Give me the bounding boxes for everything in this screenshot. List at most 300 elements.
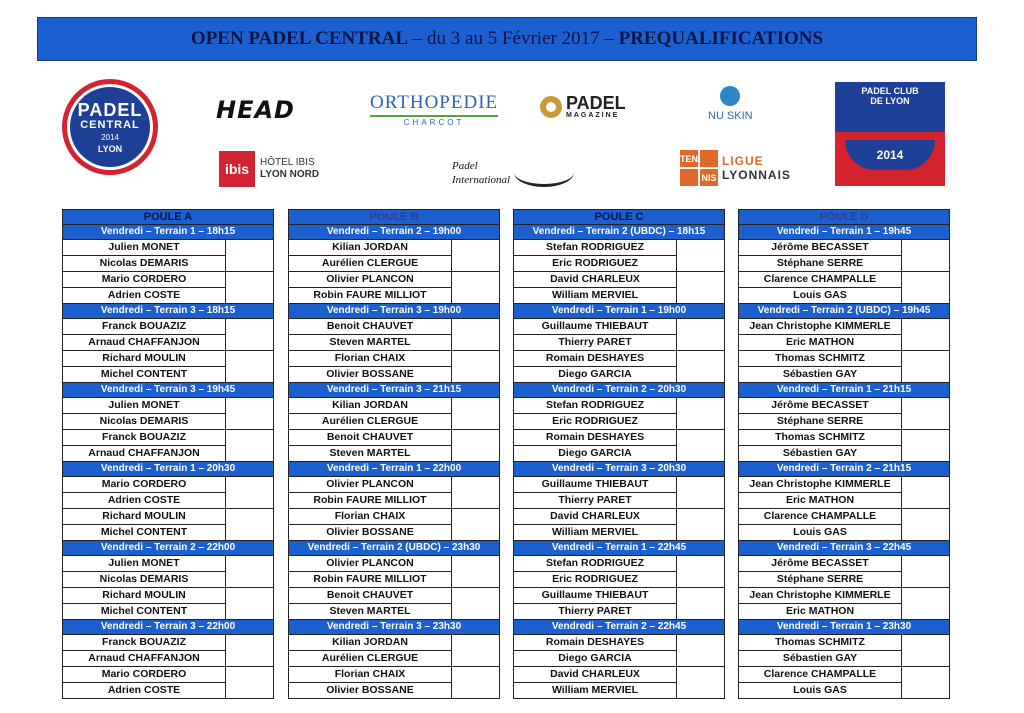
score-cell bbox=[902, 477, 949, 508]
session-header: Vendredi – Terrain 1 – 19h45 bbox=[739, 225, 949, 240]
score-cell bbox=[902, 319, 949, 350]
logo-text: LYON bbox=[97, 143, 123, 154]
player-name: Jérôme BECASSET bbox=[771, 557, 869, 569]
team-names bbox=[739, 635, 902, 666]
logo-text: Padel bbox=[452, 159, 478, 172]
team-row bbox=[514, 477, 724, 509]
session-header: Vendredi – Terrain 2 – 22h45 bbox=[514, 620, 724, 635]
team-names bbox=[739, 430, 902, 461]
team-names bbox=[739, 351, 902, 382]
player-name: Guillaume THIEBAUT bbox=[541, 589, 649, 601]
session-header: Vendredi – Terrain 2 (UBDC) – 23h30 bbox=[289, 541, 499, 556]
team-row bbox=[739, 272, 949, 304]
player-name: Adrien COSTE bbox=[63, 287, 225, 303]
orthopedie-logo bbox=[370, 92, 498, 127]
team-names bbox=[289, 509, 452, 540]
player-name: Michel CONTENT bbox=[63, 524, 225, 540]
team-names bbox=[63, 319, 226, 350]
team-row bbox=[63, 667, 273, 698]
player-name: Stéphane SERRE bbox=[739, 413, 901, 429]
player-name: Richard MOULIN bbox=[102, 589, 186, 601]
score-cell bbox=[226, 509, 273, 540]
score-cell bbox=[452, 588, 499, 619]
player-name: Thomas SCHMITZ bbox=[775, 431, 865, 443]
team-names bbox=[514, 351, 677, 382]
player-name: Julien MONET bbox=[108, 399, 180, 411]
team-names bbox=[289, 635, 452, 666]
player-name: Olivier PLANCON bbox=[326, 273, 414, 285]
player-name: Nicolas DEMARIS bbox=[63, 571, 225, 587]
team-names bbox=[63, 477, 226, 508]
score-cell bbox=[677, 556, 724, 587]
player-name: Olivier BOSSANE bbox=[289, 682, 451, 698]
ligue-tennis-logo bbox=[680, 150, 791, 186]
score-cell bbox=[677, 509, 724, 540]
player-name: Olivier BOSSANE bbox=[289, 366, 451, 382]
player-name: Eric MATHON bbox=[739, 492, 901, 508]
score-cell bbox=[226, 667, 273, 698]
player-name: Jérôme BECASSET bbox=[771, 241, 869, 253]
poule-table bbox=[288, 209, 500, 699]
team-names bbox=[514, 556, 677, 587]
session-header: Vendredi – Terrain 1 – 22h00 bbox=[289, 462, 499, 477]
team-row bbox=[739, 398, 949, 430]
team-row bbox=[739, 319, 949, 351]
player-name: Guillaume THIEBAUT bbox=[541, 320, 649, 332]
team-names bbox=[63, 398, 226, 429]
team-names bbox=[739, 319, 902, 350]
title-end: PREQUALIFICATIONS bbox=[618, 28, 824, 49]
ibis-icon: ibis bbox=[219, 151, 255, 187]
score-cell bbox=[452, 509, 499, 540]
score-cell bbox=[226, 319, 273, 350]
team-row bbox=[514, 556, 724, 588]
player-name: Jean Christophe KIMMERLE bbox=[749, 320, 891, 332]
player-name: Kilian JORDAN bbox=[332, 636, 408, 648]
team-names bbox=[514, 272, 677, 303]
padel-magazine-logo bbox=[540, 94, 626, 119]
team-names bbox=[289, 319, 452, 350]
team-names bbox=[289, 351, 452, 382]
team-names bbox=[63, 635, 226, 666]
team-row bbox=[289, 477, 499, 509]
logo-text: LYONNAIS bbox=[722, 168, 791, 182]
logo-bar bbox=[370, 115, 498, 117]
player-name: Franck BOUAZIZ bbox=[101, 320, 186, 332]
session-header: Vendredi – Terrain 2 – 21h15 bbox=[739, 462, 949, 477]
logo-text: CENTRAL bbox=[80, 118, 140, 131]
player-name: Thomas SCHMITZ bbox=[775, 636, 865, 648]
team-row bbox=[63, 556, 273, 588]
poule-table bbox=[513, 209, 725, 699]
nuskin-icon bbox=[720, 86, 740, 106]
player-name: Diego GARCIA bbox=[514, 650, 676, 666]
player-name: Florian CHAIX bbox=[334, 510, 406, 522]
player-name: Sébastien GAY bbox=[739, 445, 901, 461]
player-name: Kilian JORDAN bbox=[332, 241, 408, 253]
poule-header: POULE C bbox=[514, 210, 724, 225]
team-names bbox=[63, 509, 226, 540]
score-cell bbox=[677, 588, 724, 619]
team-row bbox=[739, 588, 949, 620]
team-row bbox=[289, 588, 499, 620]
team-row bbox=[739, 635, 949, 667]
team-row bbox=[63, 319, 273, 351]
team-names bbox=[514, 635, 677, 666]
score-cell bbox=[226, 477, 273, 508]
logo-text: LIGUE bbox=[722, 154, 764, 168]
team-row bbox=[739, 240, 949, 272]
score-cell bbox=[452, 667, 499, 698]
player-name: Sébastien GAY bbox=[739, 650, 901, 666]
team-row bbox=[739, 477, 949, 509]
session-header: Vendredi – Terrain 1 – 20h30 bbox=[63, 462, 273, 477]
player-name: Jean Christophe KIMMERLE bbox=[749, 478, 891, 490]
player-name: Eric MATHON bbox=[739, 603, 901, 619]
player-name: William MERVIEL bbox=[514, 524, 676, 540]
player-name: Jérôme BECASSET bbox=[771, 399, 869, 411]
team-row bbox=[63, 477, 273, 509]
score-cell bbox=[226, 556, 273, 587]
player-name: Florian CHAIX bbox=[334, 352, 406, 364]
player-name: Nicolas DEMARIS bbox=[63, 255, 225, 271]
player-name: Romain DESHAYES bbox=[545, 636, 645, 648]
player-name: Eric MATHON bbox=[739, 334, 901, 350]
team-names bbox=[289, 667, 452, 698]
score-cell bbox=[677, 240, 724, 271]
session-header: Vendredi – Terrain 1 – 21h15 bbox=[739, 383, 949, 398]
logo-text: 2014 bbox=[845, 140, 935, 170]
player-name: Richard MOULIN bbox=[102, 510, 186, 522]
logo-text: ORTHOPEDIE bbox=[370, 92, 499, 113]
score-cell bbox=[226, 635, 273, 666]
team-names bbox=[289, 556, 452, 587]
logo-text: PADEL bbox=[77, 99, 143, 120]
team-row bbox=[63, 351, 273, 383]
player-name: Louis GAS bbox=[739, 682, 901, 698]
ibis-logo bbox=[219, 151, 319, 187]
player-name: Julien MONET bbox=[108, 241, 180, 253]
player-name: Kilian JORDAN bbox=[332, 399, 408, 411]
team-names bbox=[514, 667, 677, 698]
session-header: Vendredi – Terrain 3 – 22h45 bbox=[739, 541, 949, 556]
logo-text bbox=[700, 150, 718, 167]
player-name: Olivier PLANCON bbox=[326, 557, 414, 569]
logo-text: International bbox=[452, 173, 511, 186]
team-row bbox=[63, 240, 273, 272]
team-names bbox=[739, 272, 902, 303]
player-name: Florian CHAIX bbox=[334, 668, 406, 680]
team-row bbox=[514, 319, 724, 351]
team-row bbox=[514, 240, 724, 272]
logo-text: NU SKIN bbox=[708, 110, 753, 122]
team-row bbox=[514, 588, 724, 620]
player-name: Clarence CHAMPALLE bbox=[763, 668, 877, 680]
logo-text: 2014 bbox=[101, 132, 119, 142]
poule-table bbox=[738, 209, 950, 699]
session-header: Vendredi – Terrain 1 – 18h15 bbox=[63, 225, 273, 240]
session-header: Vendredi – Terrain 2 (UBDC) – 18h15 bbox=[514, 225, 724, 240]
team-names bbox=[289, 477, 452, 508]
player-name: Franck BOUAZIZ bbox=[101, 431, 186, 443]
logo-text: HÔTEL IBIS bbox=[260, 157, 315, 168]
team-names bbox=[289, 588, 452, 619]
team-names bbox=[63, 667, 226, 698]
player-name: Thierry PARET bbox=[514, 603, 676, 619]
team-row bbox=[514, 430, 724, 462]
player-name: Eric RODRIGUEZ bbox=[514, 413, 676, 429]
team-names bbox=[739, 477, 902, 508]
score-cell bbox=[452, 635, 499, 666]
team-names bbox=[514, 430, 677, 461]
title-dates: – du 3 au 5 Février 2017 – bbox=[408, 28, 619, 49]
player-name: Eric RODRIGUEZ bbox=[514, 571, 676, 587]
player-name: William MERVIEL bbox=[514, 287, 676, 303]
score-cell bbox=[452, 556, 499, 587]
player-name: David CHARLEUX bbox=[550, 510, 640, 522]
session-header: Vendredi – Terrain 3 – 19h00 bbox=[289, 304, 499, 319]
team-row bbox=[63, 272, 273, 304]
player-name: Aurélien CLERGUE bbox=[289, 413, 451, 429]
logo-text: NIS bbox=[700, 169, 718, 186]
score-cell bbox=[902, 588, 949, 619]
player-name: Sébastien GAY bbox=[739, 366, 901, 382]
score-cell bbox=[902, 635, 949, 666]
poule-header: POULE B bbox=[289, 210, 499, 225]
team-names bbox=[739, 667, 902, 698]
score-cell bbox=[226, 240, 273, 271]
score-cell bbox=[902, 272, 949, 303]
logo-text: CHARCOT bbox=[403, 118, 465, 127]
team-row bbox=[289, 635, 499, 667]
team-row bbox=[63, 398, 273, 430]
score-cell bbox=[902, 351, 949, 382]
player-name: Julien MONET bbox=[108, 557, 180, 569]
team-names bbox=[63, 588, 226, 619]
team-row bbox=[289, 272, 499, 304]
team-row bbox=[63, 588, 273, 620]
score-cell bbox=[452, 430, 499, 461]
logo-text: MAGAZINE bbox=[566, 112, 620, 119]
player-name: Mario CORDERO bbox=[101, 273, 187, 285]
logo-text: DE LYON bbox=[870, 96, 910, 106]
player-name: Thierry PARET bbox=[514, 492, 676, 508]
team-row bbox=[289, 430, 499, 462]
player-name: Adrien COSTE bbox=[63, 492, 225, 508]
score-cell bbox=[452, 398, 499, 429]
player-name: David CHARLEUX bbox=[550, 273, 640, 285]
score-cell bbox=[677, 477, 724, 508]
player-name: Arnaud CHAFFANJON bbox=[63, 334, 225, 350]
team-row bbox=[289, 667, 499, 698]
logo-text: TEN bbox=[680, 150, 698, 167]
score-cell bbox=[226, 351, 273, 382]
player-name: Thierry PARET bbox=[514, 334, 676, 350]
player-name: Steven MARTEL bbox=[289, 603, 451, 619]
session-header: Vendredi – Terrain 2 – 20h30 bbox=[514, 383, 724, 398]
team-names bbox=[63, 556, 226, 587]
player-name: Clarence CHAMPALLE bbox=[763, 510, 877, 522]
player-name: Adrien COSTE bbox=[63, 682, 225, 698]
team-row bbox=[514, 272, 724, 304]
player-name: Diego GARCIA bbox=[514, 366, 676, 382]
session-header: Vendredi – Terrain 1 – 23h30 bbox=[739, 620, 949, 635]
player-name: Robin FAURE MILLIOT bbox=[289, 287, 451, 303]
team-names bbox=[63, 240, 226, 271]
title-banner bbox=[37, 17, 977, 61]
score-cell bbox=[902, 240, 949, 271]
player-name: Aurélien CLERGUE bbox=[289, 650, 451, 666]
session-header: Vendredi – Terrain 3 – 21h15 bbox=[289, 383, 499, 398]
player-name: Romain DESHAYES bbox=[545, 431, 645, 443]
nuskin-logo bbox=[708, 86, 753, 122]
session-header: Vendredi – Terrain 3 – 19h45 bbox=[63, 383, 273, 398]
score-cell bbox=[902, 667, 949, 698]
score-cell bbox=[677, 398, 724, 429]
team-row bbox=[514, 509, 724, 541]
poule-header: POULE D bbox=[739, 210, 949, 225]
session-header: Vendredi – Terrain 2 – 19h00 bbox=[289, 225, 499, 240]
score-cell bbox=[677, 272, 724, 303]
score-cell bbox=[452, 351, 499, 382]
team-names bbox=[739, 556, 902, 587]
team-names bbox=[63, 430, 226, 461]
score-cell bbox=[452, 272, 499, 303]
score-cell bbox=[226, 272, 273, 303]
score-cell bbox=[452, 319, 499, 350]
team-row bbox=[63, 635, 273, 667]
team-row bbox=[739, 667, 949, 698]
team-row bbox=[289, 240, 499, 272]
score-cell bbox=[226, 430, 273, 461]
score-cell bbox=[452, 477, 499, 508]
player-name: Stefan RODRIGUEZ bbox=[545, 557, 644, 569]
player-name: Diego GARCIA bbox=[514, 445, 676, 461]
score-cell bbox=[902, 509, 949, 540]
player-name: Arnaud CHAFFANJON bbox=[63, 445, 225, 461]
head-logo: HEAD bbox=[216, 96, 295, 124]
team-row bbox=[514, 351, 724, 383]
score-cell bbox=[902, 398, 949, 429]
team-row bbox=[514, 667, 724, 698]
team-row bbox=[514, 398, 724, 430]
player-name: Mario CORDERO bbox=[101, 668, 187, 680]
team-row bbox=[289, 398, 499, 430]
player-name: Mario CORDERO bbox=[101, 478, 187, 490]
logo-text: PADEL CLUB bbox=[861, 86, 919, 96]
player-name: Eric RODRIGUEZ bbox=[514, 255, 676, 271]
player-name: Olivier PLANCON bbox=[326, 478, 414, 490]
score-cell bbox=[677, 430, 724, 461]
score-cell bbox=[677, 667, 724, 698]
player-name: Thomas SCHMITZ bbox=[775, 352, 865, 364]
player-name: Olivier BOSSANE bbox=[289, 524, 451, 540]
team-names bbox=[739, 588, 902, 619]
score-cell bbox=[452, 240, 499, 271]
team-row bbox=[289, 319, 499, 351]
session-header: Vendredi – Terrain 3 – 18h15 bbox=[63, 304, 273, 319]
player-name: Louis GAS bbox=[739, 524, 901, 540]
padel-central-logo bbox=[62, 79, 158, 175]
player-name: David CHARLEUX bbox=[550, 668, 640, 680]
player-name: Stéphane SERRE bbox=[739, 571, 901, 587]
score-cell bbox=[677, 319, 724, 350]
ball-icon bbox=[540, 96, 562, 118]
player-name: Guillaume THIEBAUT bbox=[541, 478, 649, 490]
session-header: Vendredi – Terrain 2 – 22h00 bbox=[63, 541, 273, 556]
player-name: Richard MOULIN bbox=[102, 352, 186, 364]
session-header: Vendredi – Terrain 3 – 22h00 bbox=[63, 620, 273, 635]
title-main: OPEN PADEL CENTRAL bbox=[190, 28, 409, 49]
player-name: Romain DESHAYES bbox=[545, 352, 645, 364]
team-row bbox=[289, 556, 499, 588]
team-names bbox=[289, 398, 452, 429]
player-name: Clarence CHAMPALLE bbox=[763, 273, 877, 285]
team-row bbox=[739, 430, 949, 462]
player-name: Robin FAURE MILLIOT bbox=[289, 492, 451, 508]
session-header: Vendredi – Terrain 3 – 23h30 bbox=[289, 620, 499, 635]
team-names bbox=[739, 398, 902, 429]
player-name: Franck BOUAZIZ bbox=[101, 636, 186, 648]
player-name: Benoit CHAUVET bbox=[326, 589, 414, 601]
player-name: Michel CONTENT bbox=[63, 366, 225, 382]
poule-header: POULE A bbox=[63, 210, 273, 225]
team-names bbox=[289, 430, 452, 461]
player-name: Louis GAS bbox=[739, 287, 901, 303]
player-name: Stefan RODRIGUEZ bbox=[545, 399, 644, 411]
team-row bbox=[63, 430, 273, 462]
session-header: Vendredi – Terrain 3 – 20h30 bbox=[514, 462, 724, 477]
player-name: Steven MARTEL bbox=[289, 334, 451, 350]
team-names bbox=[514, 319, 677, 350]
team-row bbox=[63, 509, 273, 541]
padel-international-logo bbox=[452, 158, 574, 187]
score-cell bbox=[902, 430, 949, 461]
session-header: Vendredi – Terrain 2 (UBDC) – 19h45 bbox=[739, 304, 949, 319]
player-name: Nicolas DEMARIS bbox=[63, 413, 225, 429]
team-names bbox=[514, 588, 677, 619]
logo-text bbox=[680, 169, 698, 186]
score-cell bbox=[677, 351, 724, 382]
session-header: Vendredi – Terrain 1 – 22h45 bbox=[514, 541, 724, 556]
session-header: Vendredi – Terrain 1 – 19h00 bbox=[514, 304, 724, 319]
player-name: William MERVIEL bbox=[514, 682, 676, 698]
player-name: Benoit CHAUVET bbox=[326, 431, 414, 443]
poule-table bbox=[62, 209, 274, 699]
logo-text: LYON NORD bbox=[260, 169, 320, 180]
team-row bbox=[739, 509, 949, 541]
team-row bbox=[289, 351, 499, 383]
team-names bbox=[289, 272, 452, 303]
page-title bbox=[191, 28, 823, 50]
team-names bbox=[514, 398, 677, 429]
padel-club-lyon-logo bbox=[835, 82, 945, 186]
team-names bbox=[514, 509, 677, 540]
team-names bbox=[63, 351, 226, 382]
team-row bbox=[514, 635, 724, 667]
logo-text: PADEL bbox=[566, 93, 626, 113]
team-names bbox=[63, 272, 226, 303]
team-row bbox=[289, 509, 499, 541]
swoosh-icon bbox=[514, 158, 574, 187]
score-cell bbox=[677, 635, 724, 666]
score-cell bbox=[226, 398, 273, 429]
player-name: Benoit CHAUVET bbox=[326, 320, 414, 332]
team-names bbox=[514, 240, 677, 271]
player-name: Robin FAURE MILLIOT bbox=[289, 571, 451, 587]
player-name: Steven MARTEL bbox=[289, 445, 451, 461]
player-name: Arnaud CHAFFANJON bbox=[63, 650, 225, 666]
